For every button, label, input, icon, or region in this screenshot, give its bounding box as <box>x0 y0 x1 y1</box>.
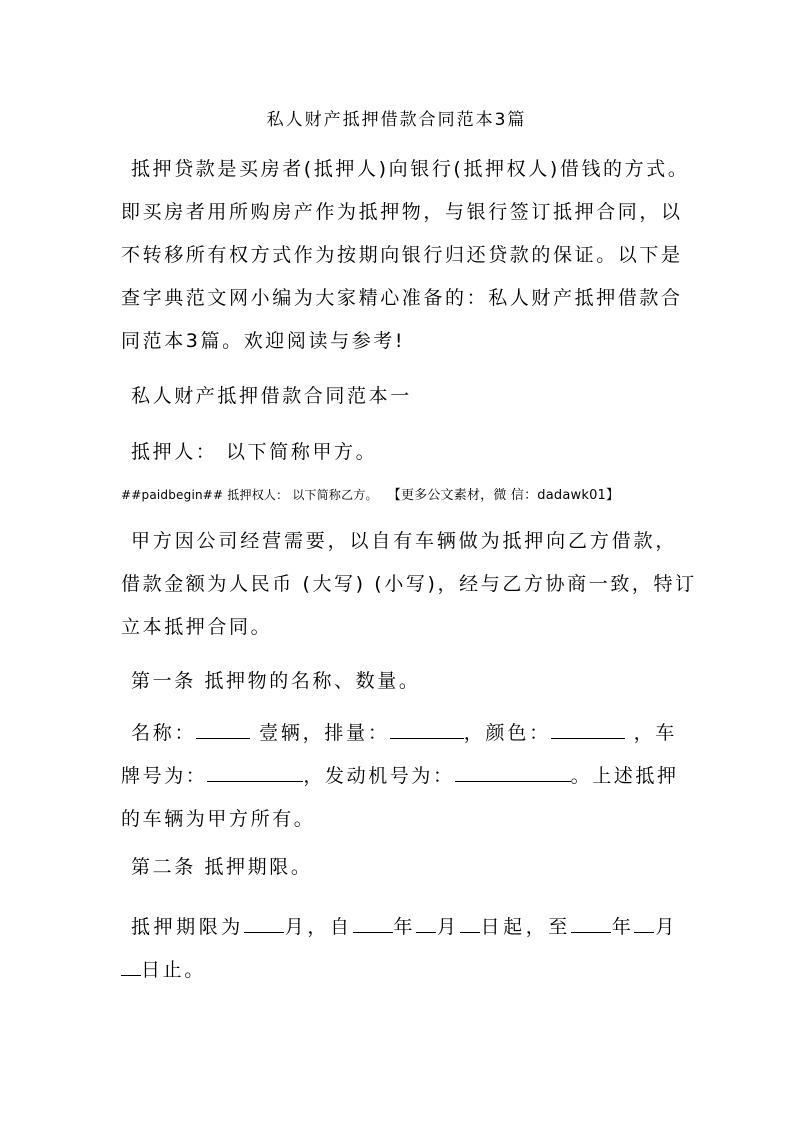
mortgagee-text: ##paidbegin## 抵押权人： 以下简称乙方。 <box>121 488 378 502</box>
article2-line2 <box>121 949 677 992</box>
end-month-blank[interactable] <box>634 916 654 933</box>
article1-line2 <box>121 755 677 798</box>
unit-text: 壹辆，排量： <box>250 722 390 744</box>
purpose-line: 立本抵押合同。 <box>121 616 273 638</box>
article2-paragraph <box>121 906 677 992</box>
promo-note: 【更多公文素材，微 信：dadawk01】 <box>387 488 620 503</box>
mortgagor-line: 抵押人： 以下简称甲方。 <box>131 441 378 463</box>
displacement-blank[interactable] <box>390 722 464 739</box>
intro-line: 抵押贷款是买房者(抵押人)向银行(抵押权人)借钱的方式。 <box>131 158 690 180</box>
plate-label: 牌号为： <box>121 765 208 787</box>
intro-line: 即买房者用所购房产作为抵押物，与银行签订抵押合同，以 <box>121 201 683 223</box>
until-label: 日起，至 <box>479 916 571 938</box>
name-label: 名称： <box>131 722 197 744</box>
intro-paragraph <box>121 148 690 363</box>
end-day-blank[interactable] <box>121 959 141 976</box>
plate-blank[interactable] <box>207 765 303 782</box>
line-tail: 。上述抵押 <box>570 765 679 787</box>
line-tail: ，车 <box>624 722 677 744</box>
month-label: 月 <box>654 916 677 938</box>
intro-line: 不转移所有权方式作为按期向银行归还贷款的保证。以下是 <box>121 244 683 266</box>
year-label: 年 <box>392 916 417 938</box>
month-label: 月 <box>436 916 460 938</box>
months-blank[interactable] <box>244 916 284 933</box>
article2-line1 <box>121 906 677 949</box>
section-heading: 私人财产抵押借款合同范本一 <box>131 385 412 407</box>
from-label: 月，自 <box>283 916 353 938</box>
mortgagee-line <box>121 484 619 503</box>
end-year-blank[interactable] <box>571 916 611 933</box>
end-label: 日止。 <box>141 959 206 981</box>
engine-label: ，发动机号为： <box>303 765 455 787</box>
year-label: 年 <box>610 916 635 938</box>
article2-heading: 第二条 抵押期限。 <box>131 856 313 878</box>
start-month-blank[interactable] <box>416 916 436 933</box>
start-year-blank[interactable] <box>353 916 393 933</box>
intro-line: 查字典范文网小编为大家精心准备的：私人财产抵押借款合 <box>121 287 683 309</box>
article1-heading: 第一条 抵押物的名称、数量。 <box>131 670 421 692</box>
article1-line3: 的车辆为甲方所有。 <box>121 808 316 830</box>
purpose-line: 甲方因公司经营需要，以自有车辆做为抵押向乙方借款， <box>131 530 677 552</box>
start-day-blank[interactable] <box>460 916 480 933</box>
color-label: ，颜色： <box>463 722 551 744</box>
purpose-line: 借款金额为人民币 (大写) (小写)，经与乙方协商一致，特订 <box>121 573 697 595</box>
engine-blank[interactable] <box>455 765 571 782</box>
article1-paragraph <box>121 712 677 841</box>
intro-line: 同范本3篇。欢迎阅读与参考! <box>121 330 406 352</box>
document-title: 私人财产抵押借款合同范本3篇 <box>266 110 527 130</box>
period-label: 抵押期限为 <box>131 916 244 938</box>
article1-line1 <box>121 712 677 755</box>
color-blank[interactable] <box>551 722 625 739</box>
purpose-paragraph <box>121 520 697 649</box>
name-blank[interactable] <box>196 722 250 739</box>
